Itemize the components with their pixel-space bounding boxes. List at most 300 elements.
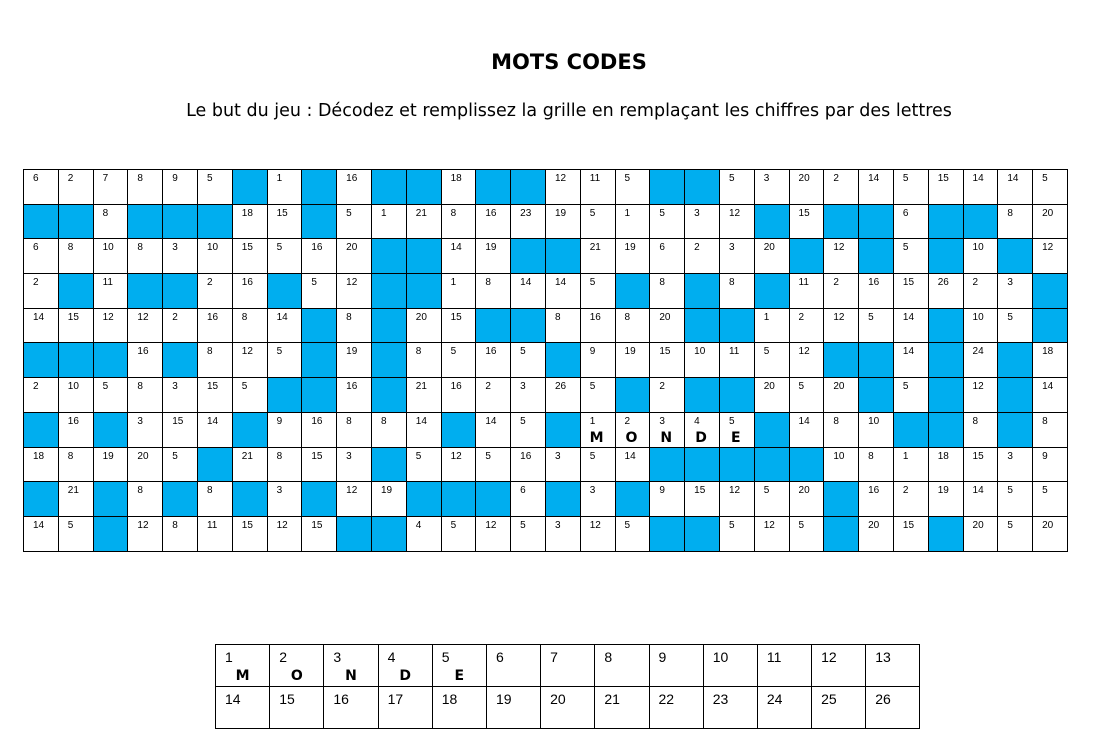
grid-cell[interactable]: [1033, 204, 1068, 239]
grid-cell[interactable]: [337, 412, 372, 447]
grid-cell[interactable]: [719, 482, 754, 517]
grid-cell[interactable]: [93, 274, 128, 309]
grid-cell[interactable]: [163, 447, 198, 482]
key-cell[interactable]: [486, 687, 540, 729]
grid-cell[interactable]: [197, 482, 232, 517]
grid-cell[interactable]: [24, 447, 59, 482]
key-cell[interactable]: [595, 687, 649, 729]
grid-cell[interactable]: [371, 204, 406, 239]
grid-cell[interactable]: [824, 308, 859, 343]
grid-cell[interactable]: [719, 412, 754, 447]
blocked-cell: [93, 412, 128, 447]
grid-cell[interactable]: [685, 204, 720, 239]
key-cell[interactable]: [486, 645, 540, 687]
grid-cell[interactable]: [441, 274, 476, 309]
grid-cell[interactable]: [580, 516, 615, 551]
grid-cell[interactable]: [302, 516, 337, 551]
grid-cell[interactable]: [963, 482, 998, 517]
grid-cell[interactable]: [441, 343, 476, 378]
grid-cell[interactable]: [998, 274, 1033, 309]
grid-cell[interactable]: [754, 239, 789, 274]
grid-cell[interactable]: [337, 239, 372, 274]
grid-cell[interactable]: [789, 378, 824, 413]
grid-cell[interactable]: [580, 447, 615, 482]
key-cell[interactable]: [432, 687, 486, 729]
grid-cell[interactable]: [476, 274, 511, 309]
grid-cell[interactable]: [476, 204, 511, 239]
grid-cell[interactable]: [337, 274, 372, 309]
grid-cell[interactable]: [545, 204, 580, 239]
grid-cell[interactable]: [197, 308, 232, 343]
grid-cell[interactable]: [893, 274, 928, 309]
grid-cell[interactable]: [893, 170, 928, 205]
grid-cell[interactable]: [302, 412, 337, 447]
grid-cell[interactable]: [58, 516, 93, 551]
grid-cell[interactable]: [859, 274, 894, 309]
cell-code-number: 8: [137, 485, 143, 497]
blocked-cell: [928, 378, 963, 413]
grid-cell[interactable]: [58, 412, 93, 447]
grid-cell[interactable]: [998, 482, 1033, 517]
grid-cell[interactable]: [267, 204, 302, 239]
grid-cell[interactable]: [650, 412, 685, 447]
cell-code-number: 19: [102, 450, 114, 462]
cell-code-number: 14: [520, 277, 532, 289]
grid-cell[interactable]: [719, 343, 754, 378]
grid-cell[interactable]: [928, 482, 963, 517]
grid-cell[interactable]: [580, 343, 615, 378]
grid-cell[interactable]: [163, 170, 198, 205]
grid-cell[interactable]: [859, 412, 894, 447]
grid-cell[interactable]: [580, 378, 615, 413]
grid-cell[interactable]: [650, 343, 685, 378]
grid-cell[interactable]: [128, 482, 163, 517]
grid-cell[interactable]: [441, 239, 476, 274]
grid-cell[interactable]: [267, 343, 302, 378]
grid-cell[interactable]: [406, 516, 441, 551]
grid-cell[interactable]: [719, 239, 754, 274]
grid-cell[interactable]: [998, 308, 1033, 343]
grid-cell[interactable]: [998, 447, 1033, 482]
grid-cell[interactable]: [650, 378, 685, 413]
blocked-cell: [719, 378, 754, 413]
key-cell[interactable]: [541, 687, 595, 729]
grid-cell[interactable]: [754, 308, 789, 343]
grid-cell[interactable]: [93, 204, 128, 239]
grid-cell[interactable]: [197, 239, 232, 274]
grid-cell[interactable]: [824, 170, 859, 205]
grid-cell[interactable]: [24, 170, 59, 205]
blocked-cell: [998, 412, 1033, 447]
grid-cell[interactable]: [580, 239, 615, 274]
grid-cell[interactable]: [1033, 412, 1068, 447]
grid-cell[interactable]: [128, 378, 163, 413]
grid-cell[interactable]: [232, 239, 267, 274]
grid-cell[interactable]: [58, 308, 93, 343]
grid-cell[interactable]: [754, 516, 789, 551]
grid-cell[interactable]: [197, 274, 232, 309]
grid-cell[interactable]: [337, 170, 372, 205]
grid-cell[interactable]: [337, 343, 372, 378]
grid-cell[interactable]: [197, 516, 232, 551]
grid-cell[interactable]: [545, 308, 580, 343]
key-cell[interactable]: [216, 687, 270, 729]
grid-cell[interactable]: [128, 170, 163, 205]
grid-cell[interactable]: [615, 343, 650, 378]
grid-cell[interactable]: [267, 308, 302, 343]
grid-cell[interactable]: [511, 482, 546, 517]
key-cell[interactable]: [866, 687, 920, 729]
grid-cell[interactable]: [545, 378, 580, 413]
grid-cell[interactable]: [545, 274, 580, 309]
grid-cell[interactable]: [859, 447, 894, 482]
grid-cell[interactable]: [789, 308, 824, 343]
grid-cell[interactable]: [824, 378, 859, 413]
grid-cell[interactable]: [545, 447, 580, 482]
grid-cell[interactable]: [650, 482, 685, 517]
cell-code-number: 11: [102, 277, 113, 289]
grid-cell[interactable]: [998, 516, 1033, 551]
key-cell[interactable]: [649, 645, 703, 687]
cell-code-number: 16: [311, 242, 323, 254]
grid-cell[interactable]: [824, 239, 859, 274]
grid-cell[interactable]: [163, 308, 198, 343]
grid-cell[interactable]: [893, 239, 928, 274]
key-number: 20: [550, 691, 566, 707]
grid-cell[interactable]: [893, 204, 928, 239]
grid-cell[interactable]: [476, 378, 511, 413]
key-cell[interactable]: [378, 645, 432, 687]
grid-cell[interactable]: [302, 447, 337, 482]
grid-cell[interactable]: [24, 308, 59, 343]
grid-cell[interactable]: [893, 447, 928, 482]
grid-cell[interactable]: [998, 170, 1033, 205]
grid-cell[interactable]: [476, 343, 511, 378]
grid-cell[interactable]: [24, 516, 59, 551]
grid-cell[interactable]: [232, 447, 267, 482]
grid-cell[interactable]: [476, 516, 511, 551]
grid-cell[interactable]: [58, 239, 93, 274]
grid-cell[interactable]: [789, 482, 824, 517]
grid-cell[interactable]: [476, 447, 511, 482]
key-cell[interactable]: [703, 687, 757, 729]
grid-cell[interactable]: [163, 239, 198, 274]
grid-cell[interactable]: [511, 447, 546, 482]
grid-cell[interactable]: [371, 482, 406, 517]
grid-cell[interactable]: [1033, 378, 1068, 413]
grid-cell[interactable]: [232, 308, 267, 343]
grid-cell[interactable]: [754, 482, 789, 517]
grid-cell[interactable]: [963, 412, 998, 447]
grid-cell[interactable]: [1033, 447, 1068, 482]
key-cell[interactable]: [324, 687, 378, 729]
grid-cell[interactable]: [893, 378, 928, 413]
grid-cell[interactable]: [406, 378, 441, 413]
grid-cell[interactable]: [302, 274, 337, 309]
grid-cell[interactable]: [650, 274, 685, 309]
key-cell[interactable]: [270, 645, 324, 687]
grid-cell[interactable]: [93, 239, 128, 274]
grid-cell[interactable]: [545, 516, 580, 551]
grid-cell[interactable]: [615, 516, 650, 551]
grid-cell[interactable]: [685, 343, 720, 378]
grid-cell[interactable]: [441, 516, 476, 551]
grid-cell[interactable]: [337, 204, 372, 239]
grid-cell[interactable]: [197, 343, 232, 378]
grid-cell[interactable]: [232, 204, 267, 239]
blocked-cell: [859, 378, 894, 413]
grid-cell[interactable]: [128, 516, 163, 551]
blocked-cell: [615, 274, 650, 309]
grid-cell[interactable]: [511, 412, 546, 447]
grid-cell[interactable]: [406, 308, 441, 343]
key-cell[interactable]: [812, 645, 866, 687]
grid-cell[interactable]: [511, 343, 546, 378]
blocked-cell: [371, 378, 406, 413]
grid-cell[interactable]: [58, 482, 93, 517]
grid-cell[interactable]: [580, 482, 615, 517]
grid-cell[interactable]: [963, 274, 998, 309]
grid-cell[interactable]: [197, 170, 232, 205]
grid-cell[interactable]: [615, 412, 650, 447]
grid-cell[interactable]: [859, 170, 894, 205]
grid-cell[interactable]: [24, 239, 59, 274]
grid-cell[interactable]: [893, 516, 928, 551]
grid-cell[interactable]: [441, 378, 476, 413]
grid-cell[interactable]: [615, 170, 650, 205]
cell-code-number: 8: [450, 207, 457, 219]
grid-cell[interactable]: [893, 308, 928, 343]
grid-cell[interactable]: [163, 378, 198, 413]
cell-code-number: 5: [728, 415, 735, 427]
grid-cell[interactable]: [441, 204, 476, 239]
grid-cell[interactable]: [441, 308, 476, 343]
grid-cell[interactable]: [963, 516, 998, 551]
cell-code-number: 16: [241, 277, 253, 289]
grid-cell[interactable]: [754, 378, 789, 413]
grid-cell[interactable]: [685, 239, 720, 274]
grid-cell[interactable]: [1033, 170, 1068, 205]
cell-code-number: 8: [276, 450, 283, 462]
cell-code-number: 20: [972, 519, 984, 531]
grid-cell[interactable]: [615, 239, 650, 274]
grid-cell[interactable]: [93, 378, 128, 413]
cell-code-number: 10: [868, 415, 880, 427]
grid-cell[interactable]: [685, 482, 720, 517]
grid-cell[interactable]: [197, 378, 232, 413]
grid-cell[interactable]: [267, 239, 302, 274]
grid-cell[interactable]: [128, 239, 163, 274]
grid-cell[interactable]: [197, 412, 232, 447]
grid-cell[interactable]: [371, 412, 406, 447]
grid-cell[interactable]: [337, 482, 372, 517]
cell-code-number: 10: [102, 242, 114, 254]
grid-cell[interactable]: [650, 239, 685, 274]
cell-code-number: 12: [763, 519, 775, 531]
grid-cell[interactable]: [267, 170, 302, 205]
grid-cell[interactable]: [267, 412, 302, 447]
grid-cell[interactable]: [789, 343, 824, 378]
key-cell[interactable]: [703, 645, 757, 687]
key-cell[interactable]: [812, 687, 866, 729]
grid-cell[interactable]: [580, 308, 615, 343]
grid-cell[interactable]: [719, 274, 754, 309]
grid-cell[interactable]: [580, 412, 615, 447]
grid-cell[interactable]: [824, 274, 859, 309]
grid-cell[interactable]: [128, 412, 163, 447]
grid-cell[interactable]: [93, 447, 128, 482]
grid-cell[interactable]: [441, 447, 476, 482]
grid-cell[interactable]: [650, 308, 685, 343]
blocked-cell: [824, 516, 859, 551]
grid-cell[interactable]: [963, 447, 998, 482]
grid-cell[interactable]: [511, 516, 546, 551]
grid-cell[interactable]: [719, 516, 754, 551]
grid-cell[interactable]: [93, 308, 128, 343]
grid-cell[interactable]: [406, 412, 441, 447]
grid-cell[interactable]: [406, 343, 441, 378]
grid-cell[interactable]: [58, 447, 93, 482]
grid-cell[interactable]: [128, 343, 163, 378]
cell-code-number: 26: [554, 381, 567, 393]
grid-cell[interactable]: [1033, 239, 1068, 274]
grid-cell[interactable]: [963, 170, 998, 205]
grid-cell[interactable]: [824, 447, 859, 482]
grid-cell[interactable]: [580, 170, 615, 205]
grid-cell[interactable]: [893, 343, 928, 378]
key-cell[interactable]: [757, 687, 811, 729]
blocked-cell: [928, 516, 963, 551]
key-cell[interactable]: [866, 645, 920, 687]
grid-cell[interactable]: [685, 412, 720, 447]
cell-code-number: 8: [624, 311, 631, 323]
grid-cell[interactable]: [545, 170, 580, 205]
grid-cell[interactable]: [128, 447, 163, 482]
grid-cell[interactable]: [754, 170, 789, 205]
key-cell[interactable]: [378, 687, 432, 729]
grid-cell[interactable]: [406, 447, 441, 482]
grid-cell[interactable]: [928, 447, 963, 482]
cell-code-number: 18: [450, 173, 462, 184]
grid-cell[interactable]: [267, 447, 302, 482]
grid-cell[interactable]: [789, 412, 824, 447]
grid-cell[interactable]: [893, 482, 928, 517]
cell-code-number: 15: [311, 519, 323, 531]
key-row: [216, 645, 920, 687]
grid-cell[interactable]: [128, 308, 163, 343]
grid-cell[interactable]: [928, 170, 963, 205]
grid-cell[interactable]: [580, 274, 615, 309]
grid-cell[interactable]: [998, 204, 1033, 239]
grid-cell[interactable]: [754, 343, 789, 378]
key-letter: E: [454, 668, 465, 684]
grid-cell[interactable]: [963, 378, 998, 413]
key-number: 26: [875, 691, 891, 707]
cell-code-number: 1: [276, 173, 283, 184]
key-cell[interactable]: [757, 645, 811, 687]
key-cell[interactable]: [324, 645, 378, 687]
grid-cell[interactable]: [24, 274, 59, 309]
grid-cell[interactable]: [93, 170, 128, 205]
cell-code-number: 10: [972, 311, 984, 323]
grid-cell[interactable]: [615, 308, 650, 343]
cell-code-number: 5: [102, 381, 109, 393]
cell-code-number: 8: [206, 346, 213, 358]
key-cell[interactable]: [595, 645, 649, 687]
grid-cell[interactable]: [232, 378, 267, 413]
key-cell[interactable]: [649, 687, 703, 729]
grid-cell[interactable]: [859, 482, 894, 517]
cell-code-number: 23: [520, 207, 532, 219]
grid-cell[interactable]: [511, 204, 546, 239]
key-cell[interactable]: [270, 687, 324, 729]
grid-cell[interactable]: [24, 378, 59, 413]
grid-cell[interactable]: [476, 412, 511, 447]
grid-cell[interactable]: [824, 412, 859, 447]
grid-cell[interactable]: [1033, 516, 1068, 551]
grid-cell[interactable]: [232, 274, 267, 309]
grid-cell[interactable]: [406, 204, 441, 239]
grid-cell[interactable]: [789, 170, 824, 205]
grid-cell[interactable]: [163, 412, 198, 447]
grid-cell[interactable]: [302, 239, 337, 274]
grid-cell[interactable]: [719, 204, 754, 239]
grid-cell[interactable]: [337, 378, 372, 413]
grid-cell[interactable]: [963, 343, 998, 378]
grid-cell[interactable]: [1033, 482, 1068, 517]
key-cell[interactable]: [432, 645, 486, 687]
grid-cell[interactable]: [441, 170, 476, 205]
grid-cell[interactable]: [789, 204, 824, 239]
grid-cell[interactable]: [859, 516, 894, 551]
grid-cell[interactable]: [58, 170, 93, 205]
grid-cell[interactable]: [267, 482, 302, 517]
key-cell[interactable]: [216, 645, 270, 687]
cell-code-number: 5: [902, 381, 909, 393]
grid-cell[interactable]: [789, 274, 824, 309]
grid-cell[interactable]: [232, 516, 267, 551]
grid-cell[interactable]: [963, 239, 998, 274]
key-number: 11: [766, 649, 782, 665]
grid-cell[interactable]: [58, 378, 93, 413]
grid-cell[interactable]: [163, 516, 198, 551]
grid-cell[interactable]: [267, 516, 302, 551]
grid-cell[interactable]: [337, 308, 372, 343]
grid-cell[interactable]: [476, 239, 511, 274]
blocked-cell: [476, 170, 511, 205]
grid-cell[interactable]: [859, 308, 894, 343]
grid-row: [24, 170, 1068, 205]
grid-cell[interactable]: [1033, 343, 1068, 378]
grid-cell[interactable]: [789, 516, 824, 551]
grid-cell[interactable]: [232, 343, 267, 378]
grid-cell[interactable]: [615, 447, 650, 482]
grid-cell[interactable]: [511, 274, 546, 309]
blocked-cell: [476, 482, 511, 517]
key-number: 2: [279, 649, 287, 665]
grid-cell[interactable]: [650, 204, 685, 239]
grid-cell[interactable]: [337, 447, 372, 482]
cell-code-number: 2: [485, 381, 491, 393]
grid-cell[interactable]: [719, 170, 754, 205]
cell-code-number: 6: [902, 207, 909, 219]
grid-cell[interactable]: [511, 378, 546, 413]
key-cell[interactable]: [541, 645, 595, 687]
grid-cell[interactable]: [963, 308, 998, 343]
grid-cell[interactable]: [580, 204, 615, 239]
grid-cell[interactable]: [615, 204, 650, 239]
grid-cell[interactable]: [928, 274, 963, 309]
